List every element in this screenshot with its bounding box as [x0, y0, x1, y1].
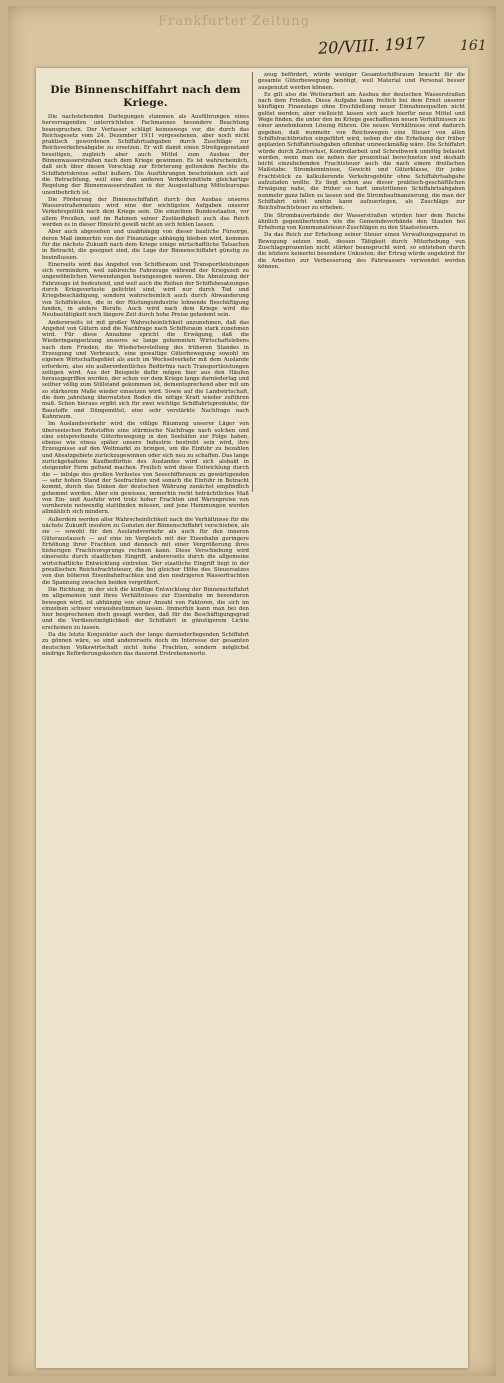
article-paragraph: Die Strombauverbände der Wasserstraßen würden hier dem Reiche ähnlich gegenübertreten wie die Gemeindeverbände den Staaten bei Erhebung von Kommunalsteuer-Zuschlägen zu den Staatssteuern.: [258, 212, 465, 232]
article-paragraph: Die nachstehenden Darlegungen stammen als Ausführungen eines hervorragenden unterrichteten Fachmannes besondere Beachtung beanspruchen. Der Verfasser schlägt keineswegs vor, die durch das Reichsgesetz vom 24. Dezember 1911 vorgesehenen, aber noch nicht praktisch gewordenen Schiffahrtsabgaben durch Zuschläge zur Reichsverkehrsabgabe zu ersetzen. Er will damit einen Streitgegenstand beseitigen, zugleich aber auch Mittel zum Ausbau der Binnenwasserstraßen nach dem Kriege gewinnen. Es ist wahrscheinlich, daß sich über diesen Vorschlag zur Erörterung geltendem Rechte die Schiffahrtskreise selbst äußern. Die Ausführungen beschränken sich auf die Betrachtung, weil eine den anderen Verkehrsmitteln gleichartige Regelung der Binnenwasserstraßen in der Ausgestaltung Mitteleuropas unentbehrlich ist.: [42, 114, 249, 196]
column-divider: [252, 72, 253, 492]
article-paragraph: Da das Reich zur Erhebung seiner Steuer einen Verwaltungsapparat in Bewegung setzen muß, dessen Tätigkeit durch Miterhebung von Zuschlagsprozenten nicht stärker beansprucht wird, so entstehen durch die letztere keinerlei besondere Unkosten; der Ertrag würde ungekürzt für die Arbeiten zur Verbesserung des Fahrwassers verwendet werden können.: [258, 232, 465, 270]
newspaper-clipping: [36, 68, 468, 1368]
article-paragraph: Da die letzte Konjunktur auch der lange darniederliegenden Schiffahrt zu gönnen wäre, so sind andererseits doch im Interesse der gesamten deutschen Volkswirtschaft nicht hohe Frachten, sondern möglichst niedrige Beförderungskosten das dauernd Erstrebenswerte.: [42, 632, 249, 657]
handwritten-date: 20/VIII. 1917: [317, 33, 426, 58]
article-paragraph: Andererseits ist mit großer Wahrscheinlichkeit anzunehmen, daß das Angebot von Gütern und die Nachfrage nach Schiffsraum stark zunehmen wird. Für diese Annahme spricht die Erwägung, daß die Wiederingangsetzung unseres so lange gehemmten Wirtschaftslebens nach dem Frieden, die Wiederherstellung des früheren Standes in Erzeugung und Verbrauch, eine gewaltige Güterbewegung sowohl im eigenen Wirtschaftsgebiet als auch im Wechselverkehr mit dem Auslande erfordern, also ein außerordentliches Bedürfnis nach Transportleistungen zeitigen wird. Aus der Beispiele dafür mögen hier aus den Häufen herausgegriffen werden, der schon vor dem Kriege lange darniederlag und seither völlig zum Stillstand gekommen ist, dementsprechend aber mit um so stärkerem Maße wieder einsetzen wird. Sowie auf die Landwirtschaft, die dem jahrelang übernutzten Boden die nötige Kraft wieder zuführen muß. Schon hieraus ergibt sich für zwei wichtige Schiffahrtsprodukte, für Baustoffe und Düngemittel, eine sehr verstärkte Nachfrage nach Kahnraum.: [42, 319, 249, 420]
article-paragraph: zeug befördert, würde weniger Gesamtschiffsraum braucht für die gesamte Güterbewegung benötigt, weil Material und Personal besser ausgenutzt werden können.: [258, 72, 465, 91]
blank-clipping-area: [258, 498, 465, 1368]
article-paragraph: Einerseits wird das Angebot von Schiffsraum und Transportleistungen sich vermindern, weil zahlreiche Fahrzeuge während der Kriegszeit zu ungewöhnlichen Verwendungen herangezogen waren. Die Abnutzung der Fahrzeuge ist bedeutend, und weil auch die Reihen der Schiffsbesatzungen durch Kriegsverluste gelichtet sind, wird nur durch Tod und Kriegsbeschädigung, sondern wahrscheinlich auch durch Abwanderung von Schiffsleuten, die in der Rüstungsindustrie lohnende Beschäftigung fanden, in andere Berufe. Auch wird nach dem Kriege wird die Neubautätigkeit noch längere Zeit durch hohe Preise gehemmt sein.: [42, 261, 249, 319]
article-paragraph: Außerdem werden aller Wahrscheinlichkeit nach die Verhältnisse für die nächste Zukunft insofern zu Gunsten der Binnenschiffahrt verschieben, als sie — sowohl für den Auslandsverkehr als auch für den inneren Güteraustausch — auf eine im Vergleich mit der Eisenbahn geringere Erhöhung ihrer Frachten und dennoch mit einer Vergrößerung ihres bisherigen Frachtvorsprungs rechnen kann. Diese Verschiebung wird einerseits durch staatlichen Eingriff, andererseits durch die allgemeine wirtschaftliche Entwicklung eintreten. Der staatliche Eingriff liegt in der preußischen Reichsfrachtsteuer, die bei gleicher Höhe des Steuersatzes von den höheren Eisenbahnfrachten und den niedrigeren Wasserfrachten die Spannung zwischen beiden vergrößert.: [42, 516, 249, 586]
article-paragraph: Im Auslandsverkehr wird die völlige Räumung unserer Läger von überseeischen Rohstoffen eine stürmische Nachfrage nach solchen und eine entsprechende Güterbewegung in den Seehäfen zur Folge haben, ebenso wie etwas später unsere Industrie bestrebt sein wird, ihre Erzeugnisse auf den Weltmarkt zu bringen, um die Einfuhr zu bezahlen und Absatzgebiete zurückzugewinnen oder sich neu zu schaffen. Das lange zurückgehaltene Kaufbedürfnis des Auslandes wird sich alsbald in steigender Form geltend machen. Freilich wird diese Entwicklung durch die — infolge des großen Verlustes von Seeschiffsraum zu gewärtigenden — sehr hohen Stand der Seefrachten und sonach die Einfuhr in Betracht kommt, durch das Sinken der deutschen Währung zunächst empfindlich gehemmt werden. Aber ein gewisses, immerhin recht beträchtliches Maß von Ein- und Ausfuhr wird trotz hoher Frachten und Warenpreise von vornherein notwendig stattfinden müssen, und jene Hemmungen werden allmählich sich mindern.: [42, 421, 249, 516]
article-paragraph: Die Richtung, in der sich die künftige Entwicklung der Binnenschiffahrt im allgemeinen und ihres Verhältnisses zur Eisenbahn im besonderen bewegen wird, ist abhängig von einer Anzahl von Faktoren, die sich im einzelnen schwer vorausbestimmen lassen. Immerhin kann man bei den hier besprochenen doch gesagt werden, daß für die Beschäftigungsgrad und die Verdienstmöglichkeit der Schiffahrt in günstigerem Lichte erscheinen zu lassen.: [42, 586, 249, 631]
archive-sheet: [8, 6, 496, 1376]
article-paragraph: Aber auch abgesehen und unabhängig von dieser bauliche Fürsorge, deren Maß immerhin von der Finanzlage abhängig bleiben wird, kommen für die nächste Zukunft nach dem Kriege einige wirtschaftliche Tatsachen in Betracht, die geeignet sind, die Lage der Binnenschiffahrt günstig zu beeinflussen.: [42, 229, 249, 261]
article-right-column: [258, 72, 465, 492]
folio-number: 161: [460, 38, 487, 54]
article-left-column: [42, 68, 249, 1364]
article-headline: Die Binnenschiffahrt nach dem Kriege.: [50, 84, 241, 109]
article-paragraph: Es gilt also die Wetterarbeit am Ausbau der deutschen Wasserstraßen nach dem Frieden. Diese Aufgabe kann freilich bei dem Ernst unserer künftigen Finanzlage ohne Erschließung neuer Einnahmequellen nicht gelöst werden; aber vielleicht lassen sich auch hierfür neue Mittel und Wege finden, die unter den im Kriege geschaffenen neuen Verhältnissen zu einer annehmbaren Lösung führen. Die neuen Verhältnisse sind dadurch gegeben, daß nunmehr von Reichswegen eine Steuer von allen Schiffsfrachtbriefen eingeführt wird, neben der die Erhebung der früher geplanten Schiffahrtsabgaben offenbar unzweckmäßig wäre. Die Schiffahrt würde durch Zeitverlust, Kontrollarbeit und Schreibwerk unnötig belastet werden, wenn man sie neben der prozentual berechneten und deshalb leicht einzuhebenden Frachtsteuer auch die nach einem dreifachen Maßstabe: Stromkenntnisse, Gewicht und Güterklasse, für jedes Frachtstück zu kalkulierende Verkehrsgebühr ohne Schiffahrtsabgabe aufzuladen wollte. Es liegt schon aus dieser praktisch-geschäftlichen Erwägung nahe, die früher so hart umstrittenen Schiffahrtsabgaben nunmehr ganz fallen zu lassen und die Strombaufinanzierung, die man der Schiffahrt nicht umhin kann aufzuerlegen, als Zuschläge zur Reichsfrachtsteuer zu erheben.: [258, 91, 465, 212]
article-paragraph: Die Förderung der Binnenschiffahrt durch den Ausbau unseres Wasserstraßennetzes wird eine der wichtigsten Aufgaben unserer Verkehrspolitik nach dem Kriege sein. Die einzelnen Bundesstaaten, vor allem Preußen, und im Rahmen seiner Zuständigkeit auch das Reich werden es in dieser Hinsicht gewiß nicht an sich fehlen lassen.: [42, 196, 249, 229]
newspaper-masthead: Frankfurter Zeitung: [158, 14, 311, 29]
